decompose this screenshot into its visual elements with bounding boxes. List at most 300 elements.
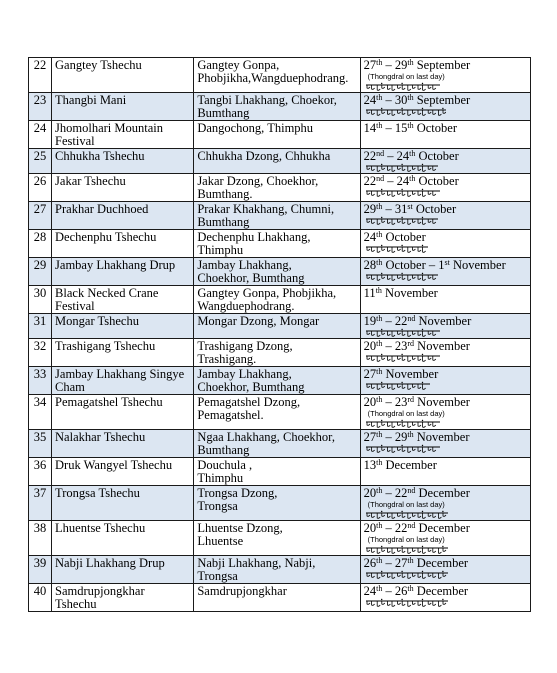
date-range bbox=[364, 340, 527, 353]
festival-name-cell bbox=[52, 258, 194, 286]
venue-cell bbox=[194, 174, 360, 202]
date-text: 19 bbox=[363, 314, 377, 328]
thongdral-note: (Thongdral on last day) bbox=[367, 500, 445, 509]
thongdral-note: (Thongdral on last day) bbox=[367, 409, 445, 418]
date-ordinal-suffix: nd bbox=[407, 486, 416, 495]
date-ordinal-suffix: th bbox=[376, 339, 383, 348]
row-number: 25 bbox=[33, 149, 47, 163]
date-text: September bbox=[413, 93, 471, 107]
row-number: 28 bbox=[33, 230, 47, 244]
row-number: 29 bbox=[33, 258, 47, 272]
festival-name-line: Jakar Tshechu bbox=[55, 174, 126, 188]
festival-name-line: Festival bbox=[55, 134, 95, 148]
row-number: 37 bbox=[33, 486, 47, 500]
festival-name-line: Trongsa Tshechu bbox=[55, 486, 140, 500]
venue-cell bbox=[194, 395, 360, 430]
row-number: 27 bbox=[33, 202, 47, 216]
date-ordinal-suffix: th bbox=[376, 395, 383, 404]
local-script-line-graphic bbox=[366, 353, 440, 363]
date-ordinal-suffix: st bbox=[407, 202, 413, 211]
local-script-date bbox=[364, 107, 527, 117]
date-ordinal-suffix: th bbox=[376, 121, 383, 130]
row-number: 36 bbox=[33, 458, 47, 472]
date-range bbox=[364, 231, 527, 244]
date-text: – 29 bbox=[382, 58, 408, 72]
date-cell bbox=[360, 174, 530, 202]
local-script-line-graphic bbox=[366, 510, 448, 520]
date-ordinal-suffix: th bbox=[376, 314, 383, 323]
row-number-cell bbox=[29, 258, 52, 286]
date-cell bbox=[360, 93, 530, 121]
venue-cell bbox=[194, 202, 360, 230]
date-cell bbox=[360, 314, 530, 339]
venue-line: Bumthang bbox=[197, 106, 250, 120]
date-text: – 23 bbox=[382, 395, 408, 409]
venue-line: Bumthang bbox=[197, 443, 250, 457]
table-row bbox=[29, 430, 531, 458]
row-number-cell bbox=[29, 395, 52, 430]
date-ordinal-suffix: th bbox=[376, 367, 383, 376]
row-number-cell bbox=[29, 458, 52, 486]
venue-line: Trongsa bbox=[197, 569, 238, 583]
venue-line: Ngaa Lhakhang, Choekhor, bbox=[197, 430, 335, 444]
local-script-date bbox=[364, 353, 527, 363]
venue-line: Chhukha Dzong, Chhukha bbox=[197, 149, 331, 163]
local-script-line-graphic bbox=[366, 381, 430, 391]
date-text: September bbox=[413, 58, 471, 72]
local-script-date bbox=[364, 444, 527, 454]
date-ordinal-suffix: nd bbox=[407, 314, 416, 323]
date-cell bbox=[360, 521, 530, 556]
festival-name-cell bbox=[52, 230, 194, 258]
local-script-line-graphic bbox=[366, 598, 448, 608]
date-text: – 30 bbox=[382, 93, 408, 107]
date-ordinal-suffix: nd bbox=[376, 174, 385, 183]
date-cell bbox=[360, 230, 530, 258]
row-number-cell bbox=[29, 121, 52, 149]
venue-line: Trongsa Dzong, bbox=[197, 486, 278, 500]
date-range bbox=[364, 203, 527, 216]
local-script-line-graphic bbox=[366, 419, 440, 429]
table-row bbox=[29, 174, 531, 202]
row-number-cell bbox=[29, 486, 52, 521]
date-text: 11 bbox=[363, 286, 376, 300]
row-number-cell bbox=[29, 521, 52, 556]
festival-name-line: Lhuentse Tshechu bbox=[55, 521, 146, 535]
date-ordinal-suffix: th bbox=[376, 202, 383, 211]
venue-line: Dechenphu Lhakhang, bbox=[197, 230, 311, 244]
festival-name-cell bbox=[52, 395, 194, 430]
date-ordinal-suffix: th bbox=[407, 58, 414, 67]
venue-line: Thimphu bbox=[197, 243, 244, 257]
venue-line: Dangochong, Thimphu bbox=[197, 121, 314, 135]
date-ordinal-suffix: nd bbox=[376, 149, 385, 158]
table-row bbox=[29, 556, 531, 584]
local-script-line-graphic bbox=[366, 570, 448, 580]
festival-name-line: Nalakhar Tshechu bbox=[55, 430, 146, 444]
venue-cell bbox=[194, 121, 360, 149]
venue-cell bbox=[194, 314, 360, 339]
venue-line: Trashigang. bbox=[197, 352, 257, 366]
festival-schedule-body bbox=[29, 58, 531, 612]
table-row bbox=[29, 258, 531, 286]
venue-line: Gangtey Gonpa, bbox=[197, 58, 280, 72]
venue-cell bbox=[194, 486, 360, 521]
venue-line: Jakar Dzong, Choekhor, bbox=[197, 174, 319, 188]
date-ordinal-suffix: th bbox=[375, 286, 382, 295]
date-text: November bbox=[413, 430, 470, 444]
date-text: November bbox=[382, 367, 439, 381]
date-ordinal-suffix: th bbox=[376, 458, 383, 467]
date-range bbox=[364, 122, 527, 135]
venue-cell bbox=[194, 367, 360, 395]
festival-name-line: Black Necked Crane bbox=[55, 286, 159, 300]
date-cell bbox=[360, 584, 530, 612]
date-text: – 31 bbox=[382, 202, 408, 216]
date-range bbox=[364, 259, 527, 272]
date-text: 27 bbox=[363, 58, 377, 72]
date-cell bbox=[360, 286, 530, 314]
date-text: 24 bbox=[363, 230, 377, 244]
date-text: December bbox=[415, 521, 470, 535]
row-number: 38 bbox=[33, 521, 47, 535]
date-text: October bbox=[382, 230, 426, 244]
local-script-date bbox=[364, 328, 527, 338]
local-script-line-graphic bbox=[366, 216, 438, 226]
row-number: 30 bbox=[33, 286, 47, 300]
date-text: – 27 bbox=[382, 556, 408, 570]
date-range bbox=[364, 94, 527, 107]
date-text: 24 bbox=[363, 584, 377, 598]
date-range bbox=[364, 150, 527, 163]
row-number-cell bbox=[29, 149, 52, 174]
local-script-date bbox=[364, 82, 527, 92]
date-text: November bbox=[449, 258, 506, 272]
festival-name-line: Thangbi Mani bbox=[55, 93, 127, 107]
date-ordinal-suffix: th bbox=[376, 430, 383, 439]
date-range bbox=[364, 585, 527, 598]
venue-line: Gangtey Gonpa, Phobjikha, bbox=[197, 286, 337, 300]
date-cell bbox=[360, 556, 530, 584]
row-number: 31 bbox=[33, 314, 47, 328]
row-number: 26 bbox=[33, 174, 47, 188]
festival-name-cell bbox=[52, 93, 194, 121]
date-range bbox=[364, 487, 527, 500]
venue-line: Bumthang. bbox=[197, 187, 253, 201]
venue-cell bbox=[194, 58, 360, 93]
date-cell bbox=[360, 202, 530, 230]
row-number: 22 bbox=[33, 58, 47, 72]
date-text: 24 bbox=[363, 93, 377, 107]
venue-cell bbox=[194, 521, 360, 556]
festival-name-cell bbox=[52, 521, 194, 556]
date-cell bbox=[360, 430, 530, 458]
table-row bbox=[29, 486, 531, 521]
row-number: 24 bbox=[33, 121, 47, 135]
date-cell bbox=[360, 339, 530, 367]
local-script-date bbox=[364, 570, 527, 580]
venue-line: Jambay Lhakhang, bbox=[197, 258, 292, 272]
table-row bbox=[29, 367, 531, 395]
date-text: 14 bbox=[363, 121, 377, 135]
date-text: 26 bbox=[363, 556, 377, 570]
festival-name-cell bbox=[52, 584, 194, 612]
venue-line: Phobjikha,Wangduephodrang. bbox=[197, 71, 349, 85]
table-row bbox=[29, 314, 531, 339]
venue-line: Tangbi Lhakhang, Choekor, bbox=[197, 93, 337, 107]
local-script-date bbox=[364, 545, 527, 555]
festival-name-line: Tshechu bbox=[55, 597, 97, 611]
date-cell bbox=[360, 149, 530, 174]
date-range bbox=[364, 557, 527, 570]
date-cell bbox=[360, 258, 530, 286]
date-ordinal-suffix: th bbox=[409, 149, 416, 158]
venue-line: Thimphu bbox=[197, 471, 244, 485]
date-ordinal-suffix: th bbox=[376, 521, 383, 530]
date-text: December bbox=[413, 556, 469, 570]
venue-line: Pemagatshel. bbox=[197, 408, 264, 422]
date-text: October bbox=[412, 202, 457, 216]
date-text: – 26 bbox=[382, 584, 408, 598]
date-range bbox=[364, 175, 527, 188]
date-ordinal-suffix: th bbox=[376, 58, 383, 67]
date-ordinal-suffix: th bbox=[376, 584, 383, 593]
local-script-date bbox=[364, 272, 527, 282]
date-text: November bbox=[415, 314, 472, 328]
date-text: – 23 bbox=[382, 339, 408, 353]
venue-cell bbox=[194, 584, 360, 612]
festival-name-line: Chhukha Tshechu bbox=[55, 149, 145, 163]
date-ordinal-suffix: th bbox=[407, 556, 414, 565]
venue-line: Lhuentse bbox=[197, 534, 244, 548]
row-number-cell bbox=[29, 286, 52, 314]
date-range bbox=[364, 368, 527, 381]
date-text: 13 bbox=[363, 458, 377, 472]
date-range bbox=[364, 459, 527, 472]
date-text: – 22 bbox=[382, 521, 408, 535]
date-text: 27 bbox=[363, 367, 377, 381]
table-row bbox=[29, 149, 531, 174]
date-text: November bbox=[381, 286, 438, 300]
row-number-cell bbox=[29, 339, 52, 367]
date-ordinal-suffix: th bbox=[407, 430, 414, 439]
date-text: 29 bbox=[363, 202, 377, 216]
festival-name-cell bbox=[52, 367, 194, 395]
row-number: 33 bbox=[33, 367, 47, 381]
venue-line: Choekhor, Bumthang bbox=[197, 380, 305, 394]
venue-line: Lhuentse Dzong, bbox=[197, 521, 283, 535]
local-script-date bbox=[364, 216, 527, 226]
date-text: – 29 bbox=[382, 430, 408, 444]
festival-name-cell bbox=[52, 430, 194, 458]
venue-line: Samdrupjongkhar bbox=[197, 584, 287, 598]
local-script-date bbox=[364, 598, 527, 608]
festival-name-cell bbox=[52, 286, 194, 314]
date-text: 20 bbox=[363, 486, 377, 500]
row-number: 39 bbox=[33, 556, 47, 570]
row-number-cell bbox=[29, 93, 52, 121]
local-script-line-graphic bbox=[366, 328, 440, 338]
date-text: December bbox=[382, 458, 437, 472]
date-range bbox=[364, 522, 527, 535]
festival-name-line: Druk Wangyel Tshechu bbox=[55, 458, 173, 472]
festival-name-cell bbox=[52, 486, 194, 521]
venue-cell bbox=[194, 258, 360, 286]
date-cell bbox=[360, 486, 530, 521]
date-cell bbox=[360, 367, 530, 395]
date-ordinal-suffix: th bbox=[376, 486, 383, 495]
festival-name-line: Dechenphu Tshechu bbox=[55, 230, 157, 244]
table-row bbox=[29, 286, 531, 314]
date-cell bbox=[360, 458, 530, 486]
venue-cell bbox=[194, 339, 360, 367]
row-number-cell bbox=[29, 367, 52, 395]
row-number-cell bbox=[29, 314, 52, 339]
date-ordinal-suffix: th bbox=[407, 584, 414, 593]
table-row bbox=[29, 395, 531, 430]
venue-cell bbox=[194, 458, 360, 486]
local-script-line-graphic bbox=[366, 545, 448, 555]
date-text: 20 bbox=[363, 395, 377, 409]
row-number-cell bbox=[29, 174, 52, 202]
date-range bbox=[364, 287, 527, 300]
row-number: 34 bbox=[33, 395, 47, 409]
local-script-line-graphic bbox=[366, 163, 438, 173]
date-range bbox=[364, 59, 527, 72]
date-text: October – 1 bbox=[382, 258, 445, 272]
festival-name-cell bbox=[52, 202, 194, 230]
local-script-date bbox=[364, 188, 527, 198]
festival-name-line: Trashigang Tshechu bbox=[55, 339, 156, 353]
festival-name-line: Jambay Lhakhang Singye bbox=[55, 367, 185, 381]
venue-cell bbox=[194, 556, 360, 584]
date-text: October bbox=[413, 121, 457, 135]
date-ordinal-suffix: rd bbox=[407, 395, 415, 404]
venue-line: Choekhor, Bumthang bbox=[197, 271, 305, 285]
date-text: 20 bbox=[363, 521, 377, 535]
festival-name-line: Prakhar Duchhoed bbox=[55, 202, 149, 216]
festival-name-cell bbox=[52, 121, 194, 149]
date-cell bbox=[360, 395, 530, 430]
venue-cell bbox=[194, 430, 360, 458]
date-text: November bbox=[414, 339, 470, 353]
local-script-date bbox=[364, 419, 527, 429]
row-number-cell bbox=[29, 58, 52, 93]
date-ordinal-suffix: st bbox=[444, 258, 450, 267]
date-ordinal-suffix: th bbox=[376, 93, 383, 102]
date-range bbox=[364, 396, 527, 409]
local-script-line-graphic bbox=[366, 188, 440, 198]
table-row bbox=[29, 230, 531, 258]
date-text: October bbox=[415, 174, 459, 188]
venue-line: Nabji Lhakhang, Nabji, bbox=[197, 556, 316, 570]
festival-name-cell bbox=[52, 149, 194, 174]
date-text: – 24 bbox=[384, 174, 410, 188]
date-text: – 24 bbox=[384, 149, 410, 163]
date-ordinal-suffix: th bbox=[376, 258, 383, 267]
festival-schedule-table bbox=[28, 57, 531, 612]
festival-name-cell bbox=[52, 314, 194, 339]
venue-cell bbox=[194, 149, 360, 174]
local-script-line-graphic bbox=[366, 107, 446, 117]
venue-line: Jambay Lhakhang, bbox=[197, 367, 292, 381]
date-cell bbox=[360, 121, 530, 149]
festival-name-cell bbox=[52, 556, 194, 584]
date-ordinal-suffix: rd bbox=[407, 339, 415, 348]
date-range bbox=[364, 431, 527, 444]
festival-name-line: Nabji Lhakhang Drup bbox=[55, 556, 165, 570]
festival-name-line: Cham bbox=[55, 380, 85, 394]
thongdral-note: (Thongdral on last day) bbox=[367, 535, 445, 544]
row-number: 32 bbox=[33, 339, 47, 353]
table-row bbox=[29, 339, 531, 367]
festival-name-cell bbox=[52, 58, 194, 93]
table-row bbox=[29, 584, 531, 612]
date-text: – 22 bbox=[382, 486, 408, 500]
local-script-date bbox=[364, 381, 527, 391]
venue-cell bbox=[194, 93, 360, 121]
date-ordinal-suffix: th bbox=[409, 174, 416, 183]
local-script-line-graphic bbox=[366, 82, 440, 92]
date-ordinal-suffix: nd bbox=[407, 521, 416, 530]
local-script-line-graphic bbox=[366, 272, 438, 282]
row-number: 40 bbox=[33, 584, 47, 598]
row-number-cell bbox=[29, 230, 52, 258]
table-row bbox=[29, 521, 531, 556]
venue-cell bbox=[194, 286, 360, 314]
festival-name-line: Gangtey Tshechu bbox=[55, 58, 142, 72]
venue-line: Prakar Khakhang, Chumni, bbox=[197, 202, 335, 216]
row-number-cell bbox=[29, 202, 52, 230]
date-text: October bbox=[415, 149, 459, 163]
table-row bbox=[29, 93, 531, 121]
table-row bbox=[29, 458, 531, 486]
table-row bbox=[29, 202, 531, 230]
date-text: – 22 bbox=[382, 314, 408, 328]
festival-name-line: Jambay Lhakhang Drup bbox=[55, 258, 176, 272]
local-script-date bbox=[364, 163, 527, 173]
venue-cell bbox=[194, 230, 360, 258]
table-row bbox=[29, 58, 531, 93]
date-text: 28 bbox=[363, 258, 377, 272]
date-text: 22 bbox=[363, 174, 377, 188]
date-text: – 15 bbox=[382, 121, 408, 135]
local-script-line-graphic bbox=[366, 444, 440, 454]
date-ordinal-suffix: th bbox=[376, 556, 383, 565]
date-text: November bbox=[414, 395, 470, 409]
festival-name-line: Mongar Tshechu bbox=[55, 314, 139, 328]
festival-name-cell bbox=[52, 174, 194, 202]
date-cell bbox=[360, 58, 530, 93]
venue-line: Trongsa bbox=[197, 499, 238, 513]
row-number: 23 bbox=[33, 93, 47, 107]
local-script-line-graphic bbox=[366, 244, 428, 254]
date-text: 22 bbox=[363, 149, 377, 163]
festival-name-cell bbox=[52, 458, 194, 486]
venue-line: Pemagatshel Dzong, bbox=[197, 395, 301, 409]
venue-line: Douchula , bbox=[197, 458, 253, 472]
row-number-cell bbox=[29, 584, 52, 612]
festival-name-cell bbox=[52, 339, 194, 367]
venue-line: Wangduephodrang. bbox=[197, 299, 295, 313]
date-text: 20 bbox=[363, 339, 377, 353]
venue-line: Trashigang Dzong, bbox=[197, 339, 293, 353]
festival-name-line: Pemagatshel Tshechu bbox=[55, 395, 163, 409]
date-range bbox=[364, 315, 527, 328]
local-script-date bbox=[364, 244, 527, 254]
date-text: December bbox=[415, 486, 470, 500]
venue-line: Bumthang bbox=[197, 215, 250, 229]
